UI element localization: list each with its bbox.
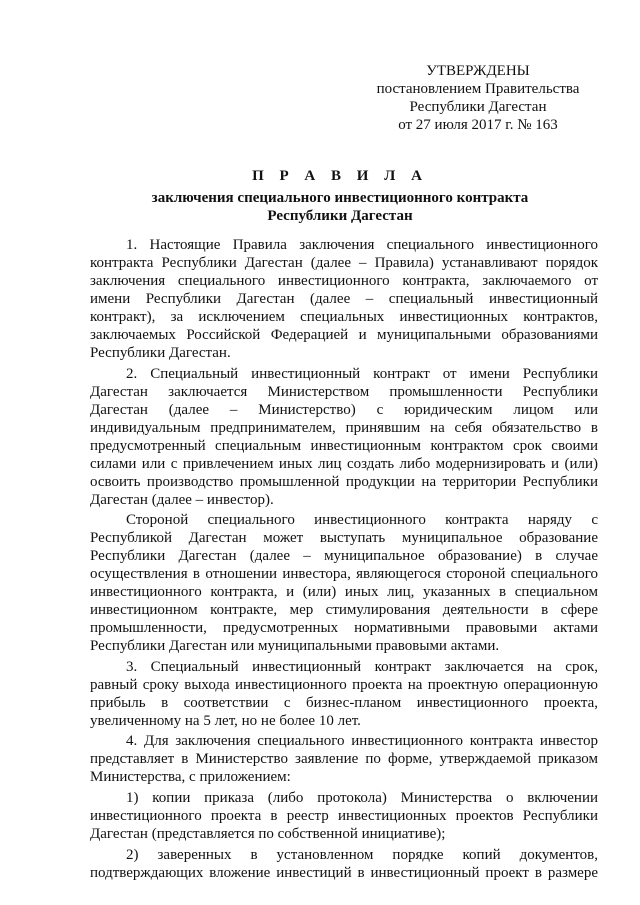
approval-line: УТВЕРЖДЕНЫ	[426, 63, 530, 79]
paragraph-line: имени Республики Дагестан (далее – специальный инвестиционный	[90, 291, 598, 307]
paragraph-line: 2) заверенных в установленном порядке копий документов,	[126, 846, 598, 863]
paragraph-line: 1. Настоящие Правила заключения специального инвестиционного	[126, 237, 598, 253]
document-heading	[80, 167, 600, 225]
paragraph-line: осуществления в отношении инвестора, являющегося стороной специального	[90, 566, 598, 583]
paragraph-line: инвестиционного проекта в реестр инвестиционных проектов Республики	[90, 807, 598, 824]
document-subtitle-line: Республики Дагестан	[267, 208, 413, 224]
paragraph	[90, 511, 598, 655]
paragraph-line: Дагестан (далее – Министерство) с юридическим лицом или	[90, 401, 598, 418]
paragraph-line: инвестиционного контракта, и (или) иных лиц, указанных в специальном	[90, 584, 598, 601]
paragraph-line: заключаемых Российской Федерацией и муниципальными образованиями	[90, 327, 598, 343]
paragraph-line: силами или с привлечением иных лиц создать либо модернизировать и (или)	[90, 455, 598, 472]
paragraph	[90, 846, 598, 882]
paragraph-line: увеличенному на 5 лет, но не более 10 лет.	[90, 712, 361, 729]
paragraph-line: 3. Специальный инвестиционный контракт заключается на срок,	[126, 658, 598, 675]
paragraph-line: равный сроку выхода инвестиционного проекта на проектную операционную	[90, 676, 598, 693]
approval-stamp	[368, 62, 588, 134]
paragraph-line: Дагестан (представляется по собственной инициативе);	[90, 825, 446, 842]
approval-line: от 27 июля 2017 г. № 163	[398, 117, 558, 133]
paragraph-line: контракт), за исключением специальных инвестиционных контрактов,	[90, 309, 598, 325]
paragraph-line: 2. Специальный инвестиционный контракт от имени Республики	[126, 365, 598, 382]
paragraph	[90, 365, 598, 509]
paragraph-line: Республики Дагестан или муниципальными правовыми актами.	[90, 638, 500, 655]
paragraph-line: 1) копии приказа (либо протокола) Министерства о включении	[126, 789, 598, 806]
paragraph-line: Стороной специального инвестиционного контракта наряду с	[126, 512, 598, 529]
document-body	[90, 236, 598, 884]
paragraph-line: Министерства, с приложением:	[90, 769, 291, 786]
paragraph-line: подтверждающих вложение инвестиций в инвестиционный проект в размере	[90, 864, 598, 881]
document-title: П Р А В И Л А	[252, 168, 428, 184]
document-subtitle-line: заключения специального инвестиционного контракта	[151, 190, 529, 206]
paragraph-line: контракта Республики Дагестан (далее – Правила) устанавливают порядок	[90, 255, 598, 271]
paragraph-line: Республики Дагестан (далее – муниципальное образование) в случае	[90, 548, 598, 565]
paragraph	[90, 236, 598, 362]
approval-line: Республики Дагестан	[409, 99, 547, 115]
paragraph-line: заключения специального инвестиционного контракта, заключаемого от	[90, 273, 598, 289]
paragraph-line: 4. Для заключения специального инвестиционного контракта инвестор	[126, 733, 598, 750]
paragraph-line: Дагестан заключается Министерством промышленности Республики	[90, 383, 598, 400]
paragraph-line: инвестиционном контракте, мер стимулирования деятельности в сфере	[90, 602, 598, 619]
paragraph-line: прибыль в соответствии с бизнес-планом инвестиционного проекта,	[90, 694, 598, 711]
paragraph	[90, 789, 598, 843]
paragraph-line: Дагестан (далее – инвестор).	[90, 491, 274, 508]
paragraph	[90, 732, 598, 786]
paragraph-line: представляет в Министерство заявление по форме, утверждаемой приказом	[90, 751, 598, 768]
paragraph-line: индивидуальным предпринимателем, принявшим на себя обязательство в	[90, 419, 598, 436]
paragraph	[90, 658, 598, 730]
paragraph-line: Республики Дагестан.	[90, 345, 231, 361]
paragraph-line: освоить производство промышленной продукции на территории Республики	[90, 473, 598, 490]
paragraph-line: промышленности, предусмотренных нормативными правовыми актами	[90, 620, 598, 637]
approval-line: постановлением Правительства	[376, 81, 580, 97]
paragraph-line: предусмотренный специальным инвестиционным контрактом срок своими	[90, 437, 598, 454]
paragraph-line: Республикой Дагестан может выступать муниципальное образование	[90, 530, 598, 547]
